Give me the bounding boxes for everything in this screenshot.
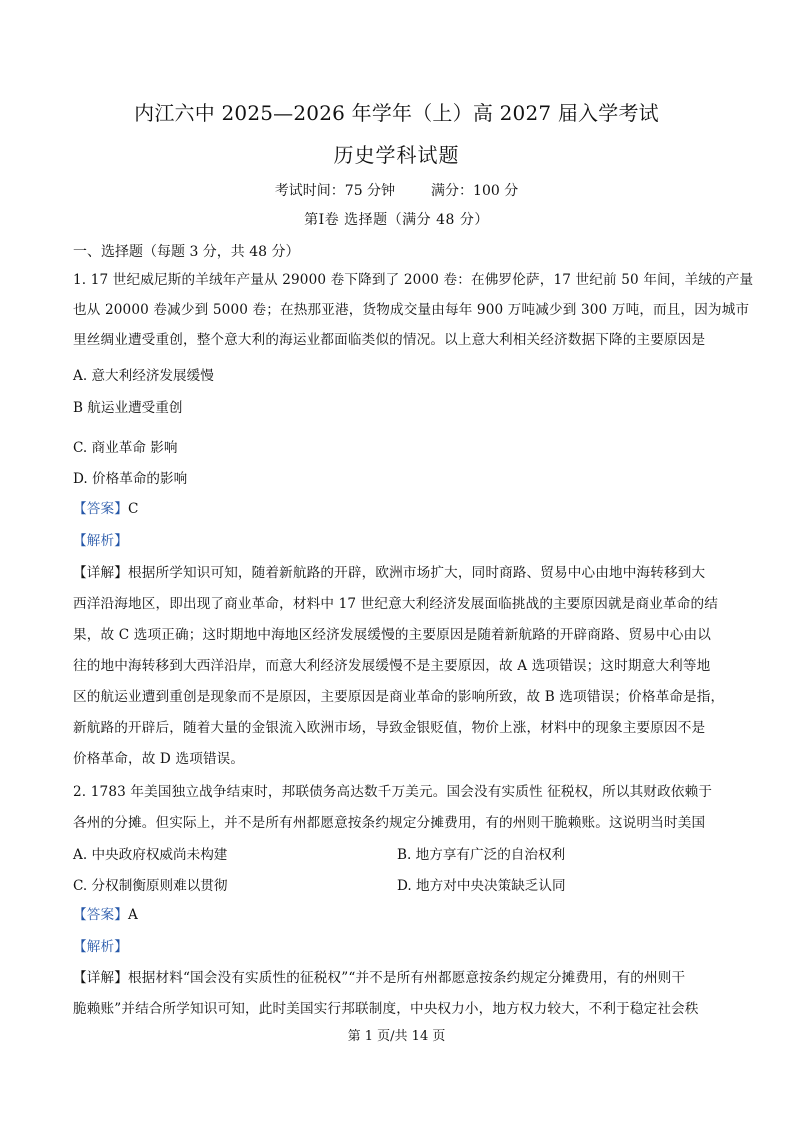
detail-tag: 【详解】 [73,565,128,581]
q1-option-a: A. 意大利经济发展缓慢 [73,368,214,384]
answer-tag: 【答案】 [73,501,128,517]
analysis-tag: 【解析】 [73,533,128,549]
answer-value: C [127,501,139,517]
q2-option-c: C. 分权制衡原则难以贯彻 [73,878,228,894]
full-score: 满分：100 分 [431,183,519,199]
answer-tag: 【答案】 [73,907,128,923]
q1-stem-line: 里丝绸业遭受重创，整个意大利的海运业都面临类似的情况。以上意大利相关经济数据下降的主要原因是 [73,332,706,348]
q1-detail-line: 新航路的开辟后，随着大量的金银流入欧洲市场，导致金银贬值，物价上涨，材料中的现象主要原因不是 [73,720,706,736]
analysis-tag: 【解析】 [73,939,128,955]
q1-detail-line [73,563,723,583]
q1-analysis [73,531,723,551]
q1-stem-line: 1. 17 世纪威尼斯的羊绒年产量从 29000 卷下降到了 2000 卷：在佛罗伦萨，17 世纪前 50 年间，羊绒的产量 [73,272,754,288]
q2-stem-line: 2. 1783 年美国独立战争结束时，邦联债务高达数千万美元。国会没有实质性 征税权，所以其财政依赖于 [73,784,713,800]
page-footer: 第 1 页/共 14 页 [347,1029,446,1044]
q1-option-b: B 航运业遭受重创 [73,400,183,416]
q2-option-d: D. 地方对中央决策缺乏认同 [397,878,566,894]
exam-time: 考试时间：75 分钟 [274,183,396,199]
q2-detail-line: 脆赖账”并结合所学知识可知，此时美国实行邦联制度，中央权力小，地方权力较大，不利于稳定社会秩 [73,1001,699,1017]
q1-detail-line: 西洋沿海地区，即出现了商业革命，材料中 17 世纪意大利经济发展面临挑战的主要原因就是商业革命的结 [73,596,719,612]
subject-title: 历史学科试题 [333,143,460,167]
detail-tag: 【详解】 [73,970,128,986]
detail-text: 根据材料“国会没有实质性的征税权”“并不是所有州都愿意按条约规定分摊费用，有的州则干 [127,970,686,986]
q2-detail-line [73,968,723,988]
q2-option-b: B. 地方享有广泛的自治权利 [397,847,566,863]
q2-analysis [73,937,723,957]
exam-title: 内江六中 2025—2026 年学年（上）高 2027 届入学考试 [134,101,659,125]
q2-answer [73,905,723,925]
q1-option-c: C. 商业革命 影响 [73,440,178,456]
q1-detail-line: 区的航运业遭到重创是现象而不是原因，主要原因是商业革命的影响所致，故 B 选项错误；价格革命是指， [73,689,725,705]
q1-answer [73,499,723,519]
q1-detail-line: 往的地中海转移到大西洋沿岸，而意大利经济发展缓慢不是主要原因，故 A 选项错误；这时期意大利等地 [73,658,711,674]
q1-stem-line: 也从 20000 卷减少到 5000 卷；在热那亚港，货物成交量由每年 900 万吨减少到 300 万吨，而且，因为城市 [73,302,750,318]
q2-stem-line: 各州的分摊。但实际上，并不是所有州都愿意按条约规定分摊费用，有的州则干脆赖账。这说明当时美国 [73,815,706,831]
q2-option-a: A. 中央政府权威尚未构建 [73,847,228,863]
answer-value: A [127,907,138,923]
q1-option-d: D. 价格革命的影响 [73,471,188,487]
exam-info [0,180,793,200]
part-heading: 一、选择题（每题 3 分，共 48 分） [73,244,300,260]
q1-detail-line: 果，故 C 选项正确；这时期地中海地区经济发展缓慢的主要原因是随着新航路的开辟商路、贸易中心由以 [73,627,711,643]
section-heading: 第Ⅰ卷 选择题（满分 48 分） [304,212,489,228]
q1-detail-line: 价格革命，故 D 选项错误。 [73,751,245,767]
detail-text: 根据所学知识可知，随着新航路的开辟，欧洲市场扩大，同时商路、贸易中心由地中海转移到大 [127,565,706,581]
